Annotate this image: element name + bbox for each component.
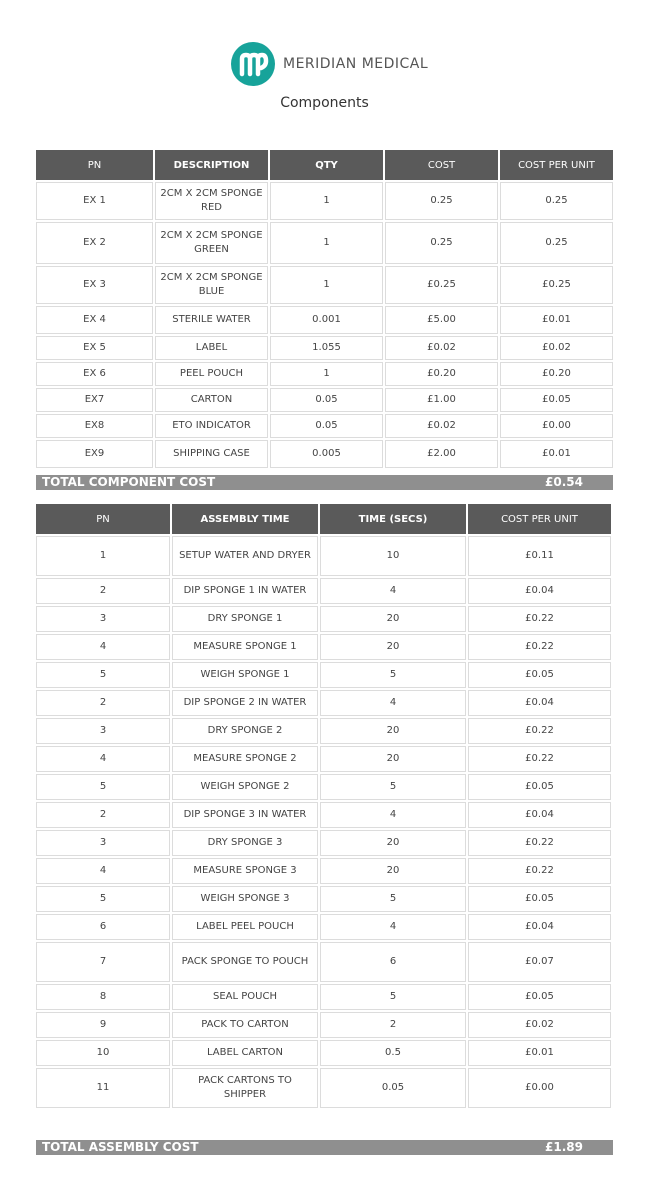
cell-assembly-time: PACK TO CARTON <box>172 1012 318 1038</box>
table-row <box>36 182 613 220</box>
table-row <box>36 858 611 884</box>
cell-cost: £0.20 <box>385 362 498 386</box>
table-row <box>36 886 611 912</box>
table-row <box>36 802 611 828</box>
cell-cost-per-unit: £0.22 <box>468 606 611 632</box>
total-assembly-cost-bar <box>36 1140 613 1155</box>
table-row <box>36 388 613 412</box>
col-header-cost: COST <box>385 150 498 180</box>
cell-cost-per-unit: £0.01 <box>468 1040 611 1066</box>
table-row <box>36 718 611 744</box>
cell-pn: 7 <box>36 942 170 982</box>
cell-cost-per-unit: 0.25 <box>500 222 613 264</box>
cell-cost-per-unit: £0.04 <box>468 690 611 716</box>
cell-time-secs: 6 <box>320 942 466 982</box>
cell-assembly-time: MEASURE SPONGE 3 <box>172 858 318 884</box>
cell-pn: 10 <box>36 1040 170 1066</box>
cell-assembly-time: DRY SPONGE 2 <box>172 718 318 744</box>
cell-pn: 5 <box>36 662 170 688</box>
col-header-qty: QTY <box>270 150 383 180</box>
cell-assembly-time: WEIGH SPONGE 2 <box>172 774 318 800</box>
cell-pn: EX 2 <box>36 222 153 264</box>
cell-assembly-time: DRY SPONGE 3 <box>172 830 318 856</box>
cell-pn: EX 1 <box>36 182 153 220</box>
cell-cost-per-unit: £0.04 <box>468 802 611 828</box>
cell-description: SHIPPING CASE <box>155 440 268 468</box>
table-row <box>36 266 613 304</box>
cell-pn: 11 <box>36 1068 170 1108</box>
table-row <box>36 984 611 1010</box>
assembly-header-row <box>36 504 611 534</box>
cell-pn: 8 <box>36 984 170 1010</box>
cell-cost: £0.02 <box>385 414 498 438</box>
cell-pn: 3 <box>36 830 170 856</box>
cell-cost-per-unit: £0.04 <box>468 578 611 604</box>
cell-time-secs: 20 <box>320 746 466 772</box>
cell-assembly-time: DRY SPONGE 1 <box>172 606 318 632</box>
cell-time-secs: 20 <box>320 718 466 744</box>
cell-assembly-time: LABEL PEEL POUCH <box>172 914 318 940</box>
cell-cost: 0.25 <box>385 222 498 264</box>
table-row <box>36 222 613 264</box>
cell-cost-per-unit: £0.05 <box>468 984 611 1010</box>
cell-cost: £2.00 <box>385 440 498 468</box>
cell-assembly-time: WEIGH SPONGE 1 <box>172 662 318 688</box>
cell-cost-per-unit: £0.01 <box>500 306 613 334</box>
col-header-assembly-time: ASSEMBLY TIME <box>172 504 318 534</box>
cell-cost-per-unit: £0.22 <box>468 858 611 884</box>
cell-cost-per-unit: £0.02 <box>500 336 613 360</box>
cell-pn: 4 <box>36 746 170 772</box>
cell-description: ETO INDICATOR <box>155 414 268 438</box>
cell-qty: 0.001 <box>270 306 383 334</box>
brand-name: MERIDIAN MEDICAL <box>283 56 429 72</box>
col-header-pn: PN <box>36 504 170 534</box>
cell-qty: 1 <box>270 362 383 386</box>
cell-time-secs: 20 <box>320 858 466 884</box>
cell-time-secs: 5 <box>320 984 466 1010</box>
cell-cost-per-unit: £0.22 <box>468 718 611 744</box>
cell-pn: 2 <box>36 690 170 716</box>
cell-time-secs: 20 <box>320 830 466 856</box>
cell-cost-per-unit: £0.05 <box>500 388 613 412</box>
cell-qty: 0.005 <box>270 440 383 468</box>
cell-description: 2CM X 2CM SPONGE GREEN <box>155 222 268 264</box>
table-row <box>36 578 611 604</box>
total-assembly-cost-label: TOTAL ASSEMBLY COST <box>42 1140 199 1154</box>
cell-cost-per-unit: £0.02 <box>468 1012 611 1038</box>
cell-time-secs: 0.5 <box>320 1040 466 1066</box>
cell-assembly-time: DIP SPONGE 3 IN WATER <box>172 802 318 828</box>
cell-cost-per-unit: £0.20 <box>500 362 613 386</box>
cell-assembly-time: DIP SPONGE 2 IN WATER <box>172 690 318 716</box>
table-row <box>36 746 611 772</box>
cell-cost: £0.02 <box>385 336 498 360</box>
cell-pn: EX8 <box>36 414 153 438</box>
table-row <box>36 606 611 632</box>
table-row <box>36 1040 611 1066</box>
table-row <box>36 336 613 360</box>
table-row <box>36 362 613 386</box>
table-row <box>36 942 611 982</box>
cell-assembly-time: WEIGH SPONGE 3 <box>172 886 318 912</box>
cell-cost-per-unit: £0.11 <box>468 536 611 576</box>
cell-time-secs: 4 <box>320 914 466 940</box>
table-row <box>36 440 613 468</box>
cell-cost-per-unit: £0.22 <box>468 634 611 660</box>
cell-qty: 1 <box>270 182 383 220</box>
cell-cost: £5.00 <box>385 306 498 334</box>
cell-pn: 2 <box>36 578 170 604</box>
cell-assembly-time: PACK SPONGE TO POUCH <box>172 942 318 982</box>
table-row <box>36 414 613 438</box>
cell-time-secs: 4 <box>320 578 466 604</box>
cell-pn: 3 <box>36 606 170 632</box>
table-row <box>36 774 611 800</box>
cell-pn: EX 4 <box>36 306 153 334</box>
cell-time-secs: 20 <box>320 606 466 632</box>
cell-cost-per-unit: £0.04 <box>468 914 611 940</box>
cell-qty: 1 <box>270 222 383 264</box>
cell-cost-per-unit: £0.22 <box>468 830 611 856</box>
cell-time-secs: 5 <box>320 774 466 800</box>
cell-pn: 9 <box>36 1012 170 1038</box>
cell-description: CARTON <box>155 388 268 412</box>
cell-time-secs: 5 <box>320 886 466 912</box>
table-row <box>36 914 611 940</box>
col-header-description: DESCRIPTION <box>155 150 268 180</box>
cell-pn: EX7 <box>36 388 153 412</box>
table-row <box>36 662 611 688</box>
cell-time-secs: 0.05 <box>320 1068 466 1108</box>
cell-cost-per-unit: £0.05 <box>468 774 611 800</box>
cell-assembly-time: MEASURE SPONGE 1 <box>172 634 318 660</box>
logo-m-icon <box>231 42 275 86</box>
cell-cost-per-unit: £0.00 <box>500 414 613 438</box>
cell-time-secs: 2 <box>320 1012 466 1038</box>
cell-description: STERILE WATER <box>155 306 268 334</box>
table-row <box>36 1068 611 1108</box>
total-component-cost-value: £0.54 <box>545 475 583 489</box>
table-row <box>36 306 613 334</box>
cell-pn: 1 <box>36 536 170 576</box>
cell-time-secs: 5 <box>320 662 466 688</box>
table-row <box>36 634 611 660</box>
cell-assembly-time: DIP SPONGE 1 IN WATER <box>172 578 318 604</box>
cell-cost-per-unit: £0.25 <box>500 266 613 304</box>
col-header-cost-per-unit: COST PER UNIT <box>500 150 613 180</box>
brand-logo <box>231 42 428 86</box>
cell-qty: 1.055 <box>270 336 383 360</box>
cell-cost-per-unit: 0.25 <box>500 182 613 220</box>
col-header-time-secs: TIME (SECS) <box>320 504 466 534</box>
cell-cost-per-unit: £0.22 <box>468 746 611 772</box>
cell-pn: 4 <box>36 634 170 660</box>
cell-assembly-time: MEASURE SPONGE 2 <box>172 746 318 772</box>
cell-assembly-time: LABEL CARTON <box>172 1040 318 1066</box>
cell-time-secs: 4 <box>320 690 466 716</box>
total-component-cost-bar <box>36 475 613 490</box>
cell-cost: £0.25 <box>385 266 498 304</box>
cell-time-secs: 10 <box>320 536 466 576</box>
cell-time-secs: 20 <box>320 634 466 660</box>
cell-pn: EX 6 <box>36 362 153 386</box>
cell-cost: 0.25 <box>385 182 498 220</box>
total-assembly-cost-value: £1.89 <box>545 1140 583 1154</box>
components-header-row <box>36 150 613 180</box>
cell-pn: EX 5 <box>36 336 153 360</box>
cell-qty: 1 <box>270 266 383 304</box>
total-component-cost-label: TOTAL COMPONENT COST <box>42 475 216 489</box>
cell-pn: 2 <box>36 802 170 828</box>
cell-description: PEEL POUCH <box>155 362 268 386</box>
assembly-table <box>34 502 613 1110</box>
cell-pn: EX 3 <box>36 266 153 304</box>
cell-pn: 5 <box>36 886 170 912</box>
col-header-pn: PN <box>36 150 153 180</box>
cell-pn: 5 <box>36 774 170 800</box>
cell-assembly-time: SEAL POUCH <box>172 984 318 1010</box>
cell-description: 2CM X 2CM SPONGE RED <box>155 182 268 220</box>
cell-cost-per-unit: £0.07 <box>468 942 611 982</box>
page-title: Components <box>280 95 369 111</box>
table-row <box>36 690 611 716</box>
col-header-cost-per-unit: COST PER UNIT <box>468 504 611 534</box>
cell-cost-per-unit: £0.00 <box>468 1068 611 1108</box>
cell-cost-per-unit: £0.01 <box>500 440 613 468</box>
cell-pn: 4 <box>36 858 170 884</box>
cell-pn: 6 <box>36 914 170 940</box>
cell-cost-per-unit: £0.05 <box>468 662 611 688</box>
components-table <box>34 148 615 470</box>
cell-pn: EX9 <box>36 440 153 468</box>
cell-cost: £1.00 <box>385 388 498 412</box>
cell-qty: 0.05 <box>270 414 383 438</box>
cell-description: 2CM X 2CM SPONGE BLUE <box>155 266 268 304</box>
table-row <box>36 536 611 576</box>
cell-pn: 3 <box>36 718 170 744</box>
cell-qty: 0.05 <box>270 388 383 412</box>
cell-description: LABEL <box>155 336 268 360</box>
cell-time-secs: 4 <box>320 802 466 828</box>
cell-assembly-time: PACK CARTONS TO SHIPPER <box>172 1068 318 1108</box>
cell-cost-per-unit: £0.05 <box>468 886 611 912</box>
table-row <box>36 830 611 856</box>
page-header <box>0 38 649 118</box>
cell-assembly-time: SETUP WATER AND DRYER <box>172 536 318 576</box>
table-row <box>36 1012 611 1038</box>
